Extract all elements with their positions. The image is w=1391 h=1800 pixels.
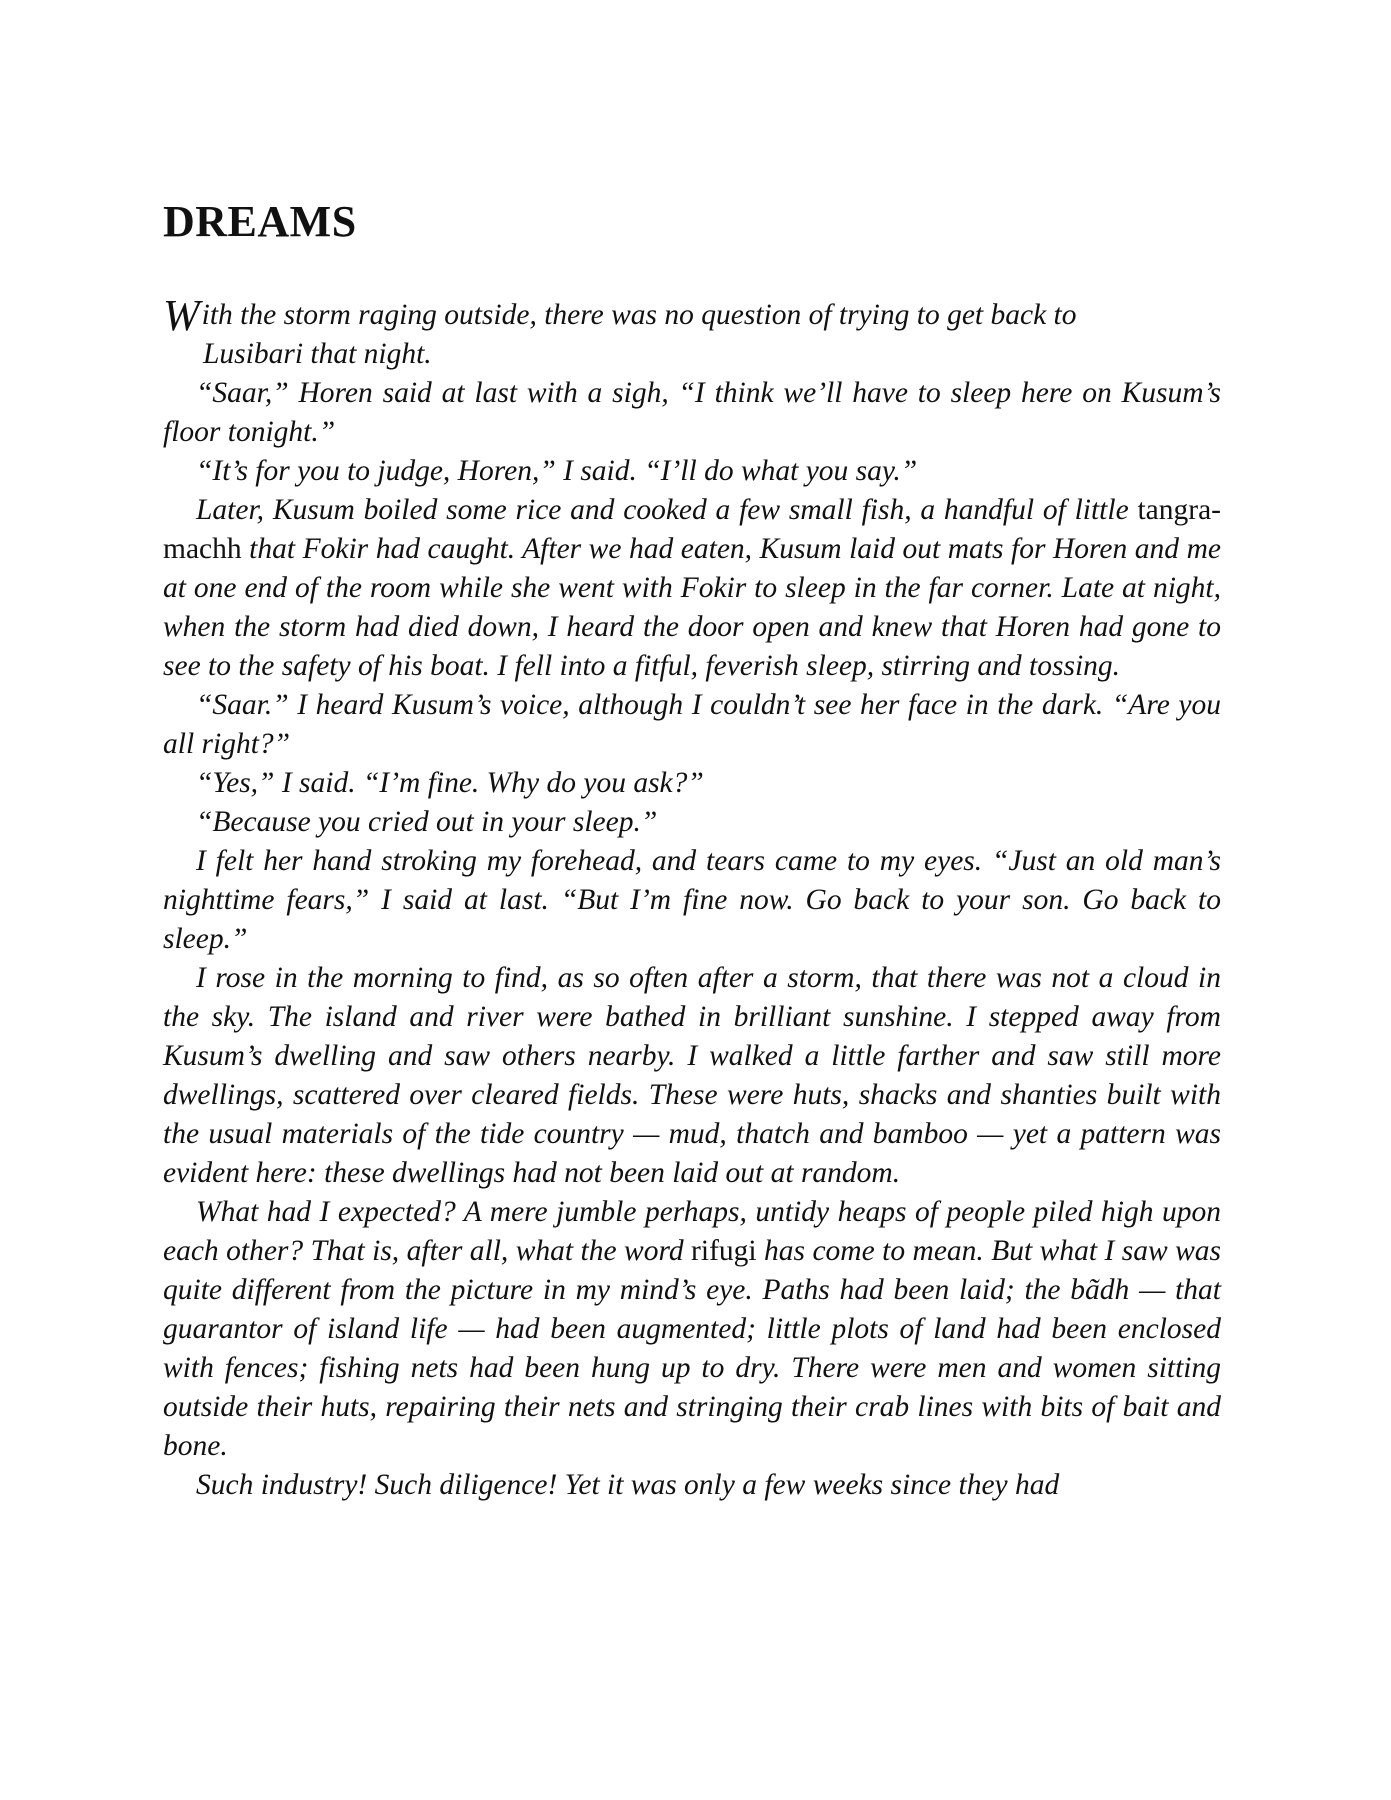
paragraph-4: [163, 491, 1221, 686]
paragraph-1-line-2: Lusibari that night.: [203, 338, 432, 370]
paragraph-6: “Yes,” I said. “I’m fine. Why do you ask?”: [196, 767, 704, 799]
paragraph-10: [163, 1193, 1221, 1466]
paragraph-5: “Saar.” I heard Kusum’s voice, although I couldn’t see her face in the dark. “Are you all right?”: [163, 689, 1221, 760]
paragraph-10-text-a: What had I expected? A mere jumble perhaps, untidy heaps of people piled high upon each other? That is, after all, what the word: [163, 1196, 1221, 1267]
term-tangra-machh: tangra-machh: [163, 494, 1221, 565]
paragraph-8: I felt her hand stroking my forehead, and tears came to my eyes. “Just an old man’s nighttime fears,” I said at last. “But I’m fine now. Go back to your son. Go back to sleep.”: [163, 845, 1221, 955]
paragraph-10-text-b: has come to mean. But what I saw was quite different from the picture in my mind’s eye. Paths had been laid; the bãdh — that guarantor of island life — had been augmented; little plots of land had been enclosed with fences; fishing nets had been hung up to dry. There were men and women sitting outside their huts, repairing their nets and stringing their crab lines with bits of bait and bone.: [163, 1235, 1221, 1462]
body-text: [163, 290, 1221, 1505]
paragraph-11: Such industry! Such diligence! Yet it was only a few weeks since they had: [196, 1469, 1060, 1501]
paragraph-4-text-b: that Fokir had caught. After we had eaten, Kusum laid out mats for Horen and me at one end of the room while she went with Fokir to sleep in the far corner. Late at night, when the storm had died down, I heard the door open and knew that Horen had gone to see to the safety of his boat. I fell into a fitful, feverish sleep, stirring and tossing.: [163, 533, 1221, 682]
paragraph-1: [163, 290, 1221, 374]
paragraph-1-line-1: ith the storm raging outside, there was no question of trying to get back to: [201, 299, 1077, 331]
book-page: [163, 197, 1221, 1505]
term-rifugi: rifugi: [691, 1235, 757, 1267]
paragraph-4-text-a: Later, Kusum boiled some rice and cooked a few small fish, a handful of little: [196, 494, 1138, 526]
paragraph-3: “It’s for you to judge, Horen,” I said. “I’ll do what you say.”: [196, 455, 918, 487]
paragraph-7: “Because you cried out in your sleep.”: [196, 806, 658, 838]
chapter-title: DREAMS: [163, 197, 357, 246]
paragraph-2: “Saar,” Horen said at last with a sigh, “I think we’ll have to sleep here on Kusum’s floor tonight.”: [163, 377, 1221, 448]
drop-cap: W: [163, 291, 200, 340]
paragraph-9: I rose in the morning to find, as so often after a storm, that there was not a cloud in the sky. The island and river were bathed in brilliant sunshine. I stepped away from Kusum’s dwelling and saw others nearby. I walked a little farther and saw still more dwellings, scattered over cleared fields. These were huts, shacks and shanties built with the usual materials of the tide country — mud, thatch and bamboo — yet a pattern was evident here: these dwellings had not been laid out at random.: [163, 962, 1221, 1189]
